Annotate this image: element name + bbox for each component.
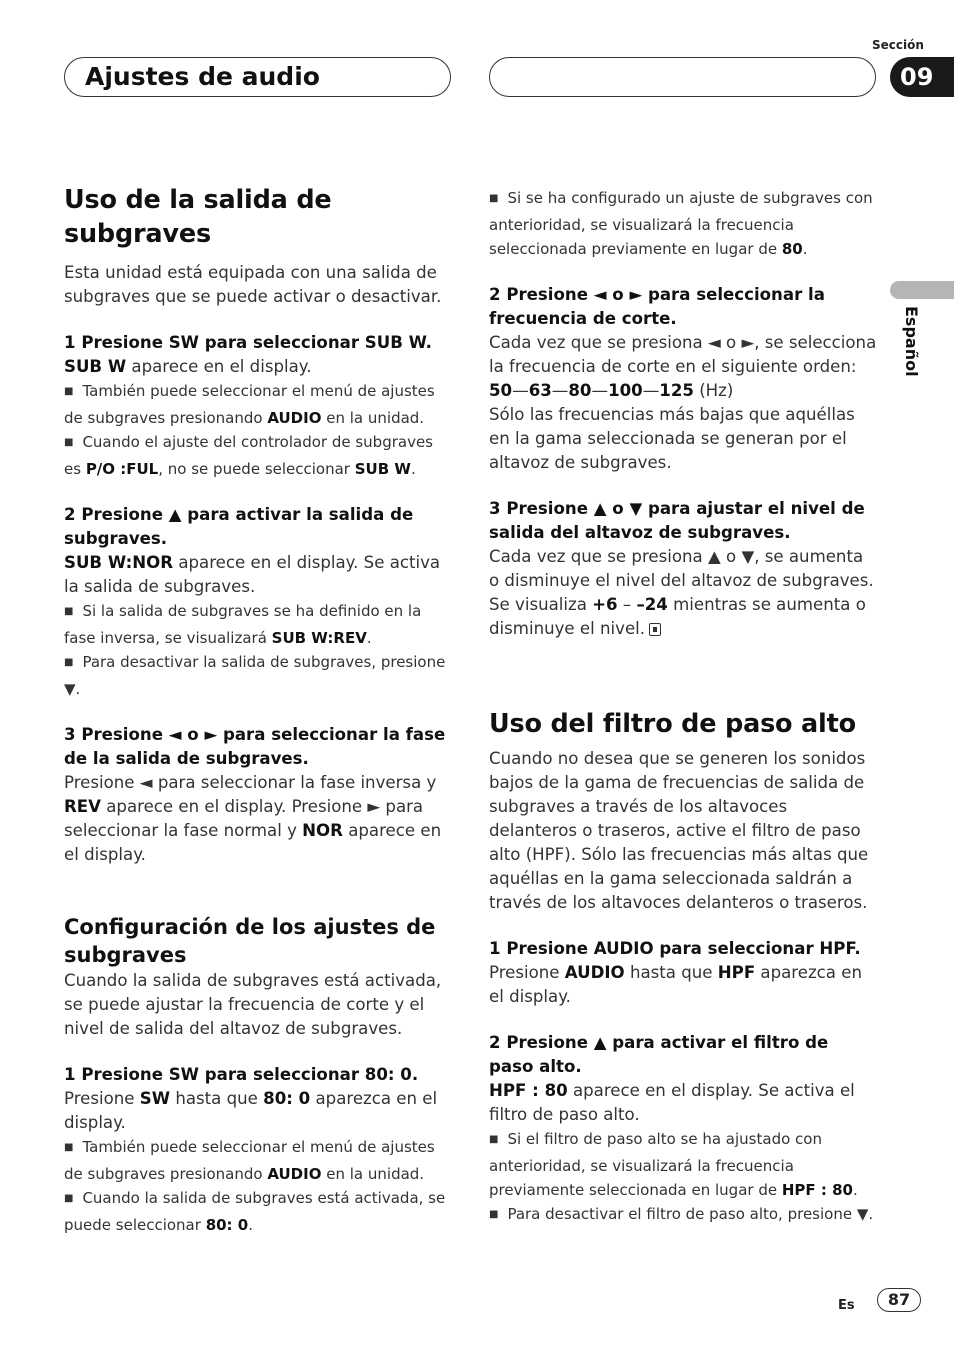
heading-subwoofer-settings: Configuración de los ajustes de subgraves <box>64 915 436 967</box>
intro-paragraph: Esta unidad está equipada con una salida de subgraves que se puede activar o desactivar. <box>64 263 442 306</box>
section-label: Sección <box>872 38 924 52</box>
note: ■ Para desactivar la salida de subgraves, presione ▼. <box>64 653 446 698</box>
step-2-title: 2 Presione ▲ para activar la salida de subgraves. <box>64 505 414 548</box>
note: ■ Si el filtro de paso alto se ha ajustado con anterioridad, se visualizará la frecuencia previamente seleccionada en lugar de HPF : 80. <box>489 1130 858 1199</box>
settings-intro: Cuando la salida de subgraves está activada, se puede ajustar la frecuencia de corte y el nivel de salida del altavoz de subgraves. <box>64 971 442 1038</box>
footer-language-code: Es <box>838 1298 855 1313</box>
page-number: 87 <box>877 1288 921 1312</box>
hpf-intro: Cuando no desea que se generen los sonidos bajos de la gama de frecuencias de salida de subgraves a través de los altavoces delanteros o traseros, active el filtro de paso alto (HPF). Sólo las frecuencias más altas que aquéllas en la gama seleccionada saldrán a través de los altavoces delanteros o traseros. <box>489 749 869 912</box>
bullet-icon: ■ <box>64 1193 74 1204</box>
step-3-title: 3 Presione ◄ o ► para seleccionar la fase de la salida de subgraves. <box>64 725 446 768</box>
frequency-sequence: 50—63—80—100—125 (Hz) <box>489 381 734 400</box>
note: ■ Si se ha configurado un ajuste de subgraves con anterioridad, se visualizará la frecuencia seleccionada previamente en lugar de 80. <box>489 189 873 258</box>
note: ■ Cuando la salida de subgraves está activada, se puede seleccionar 80: 0. <box>64 1189 446 1234</box>
bullet-icon: ■ <box>64 437 74 448</box>
bullet-icon: ■ <box>489 1209 499 1220</box>
step-3-title: 3 Presione ▲ o ▼ para ajustar el nivel de salida del altavoz de subgraves. <box>489 499 865 542</box>
step-1-title: 1 Presione SW para seleccionar SUB W. <box>64 333 432 352</box>
step-2-note: Sólo las frecuencias más bajas que aquéllas en la gama seleccionada se generan por el altavoz de subgraves. <box>489 405 855 472</box>
step-2-text: HPF : 80 aparece en el display. Se activa el filtro de paso alto. <box>489 1081 855 1124</box>
chapter-title-pill <box>64 57 451 97</box>
step-1-title: 1 Presione SW para seleccionar 80: 0. <box>64 1065 419 1084</box>
bullet-icon: ■ <box>64 606 74 617</box>
language-tab <box>890 281 954 299</box>
note: ■ Si la salida de subgraves se ha definido en la fase inversa, se visualizará SUB W:REV. <box>64 602 422 647</box>
step-1-text: Presione AUDIO hasta que HPF aparezca en el display. <box>489 963 862 1006</box>
header-blank-pill <box>489 57 876 97</box>
note: ■ Cuando el ajuste del controlador de subgraves es P/O :FUL, no se puede seleccionar SUB W. <box>64 433 433 478</box>
note: ■ También puede seleccionar el menú de ajustes de subgraves presionando AUDIO en la unidad. <box>64 382 435 427</box>
bullet-icon: ■ <box>489 193 499 204</box>
bullet-icon: ■ <box>64 386 74 397</box>
step-3-text: Presione ◄ para seleccionar la fase inversa y REV aparece en el display. Presione ► para seleccionar la fase normal y NOR aparece en el display. <box>64 773 442 864</box>
step-2-title: 2 Presione ◄ o ► para seleccionar la frecuencia de corte. <box>489 285 825 328</box>
end-mark-icon <box>649 623 661 636</box>
language-label: Español <box>902 306 921 377</box>
right-column <box>489 186 877 1229</box>
note: ■ También puede seleccionar el menú de ajustes de subgraves presionando AUDIO en la unidad. <box>64 1138 435 1183</box>
step-2-text: SUB W:NOR aparece en el display. Se activa la salida de subgraves. <box>64 553 441 596</box>
step-1-text: Presione SW hasta que 80: 0 aparezca en el display. <box>64 1089 438 1132</box>
section-number-tab: 09 <box>890 57 954 97</box>
chapter-title: Ajustes de audio <box>85 62 320 91</box>
heading-subwoofer-output: Uso de la salida de subgraves <box>64 185 332 249</box>
step-1-text: SUB W aparece en el display. <box>64 357 312 376</box>
note: ■ Para desactivar el filtro de paso alto, presione ▼. <box>489 1205 874 1223</box>
left-column <box>64 183 452 1237</box>
step-2-title: 2 Presione ▲ para activar el filtro de paso alto. <box>489 1033 829 1076</box>
heading-high-pass-filter: Uso del filtro de paso alto <box>489 709 856 739</box>
bullet-icon: ■ <box>64 657 74 668</box>
step-2-text: Cada vez que se presiona ◄ o ►, se selecciona la frecuencia de corte en el siguiente orden: <box>489 333 877 376</box>
bullet-icon: ■ <box>64 1142 74 1153</box>
step-1-title: 1 Presione AUDIO para seleccionar HPF. <box>489 939 861 958</box>
bullet-icon: ■ <box>489 1134 499 1145</box>
step-3-text: Cada vez que se presiona ▲ o ▼, se aumenta o disminuye el nivel del altavoz de subgraves. Se visualiza +6 – –24 mientras se aumenta o disminuye el nivel. <box>489 547 874 638</box>
